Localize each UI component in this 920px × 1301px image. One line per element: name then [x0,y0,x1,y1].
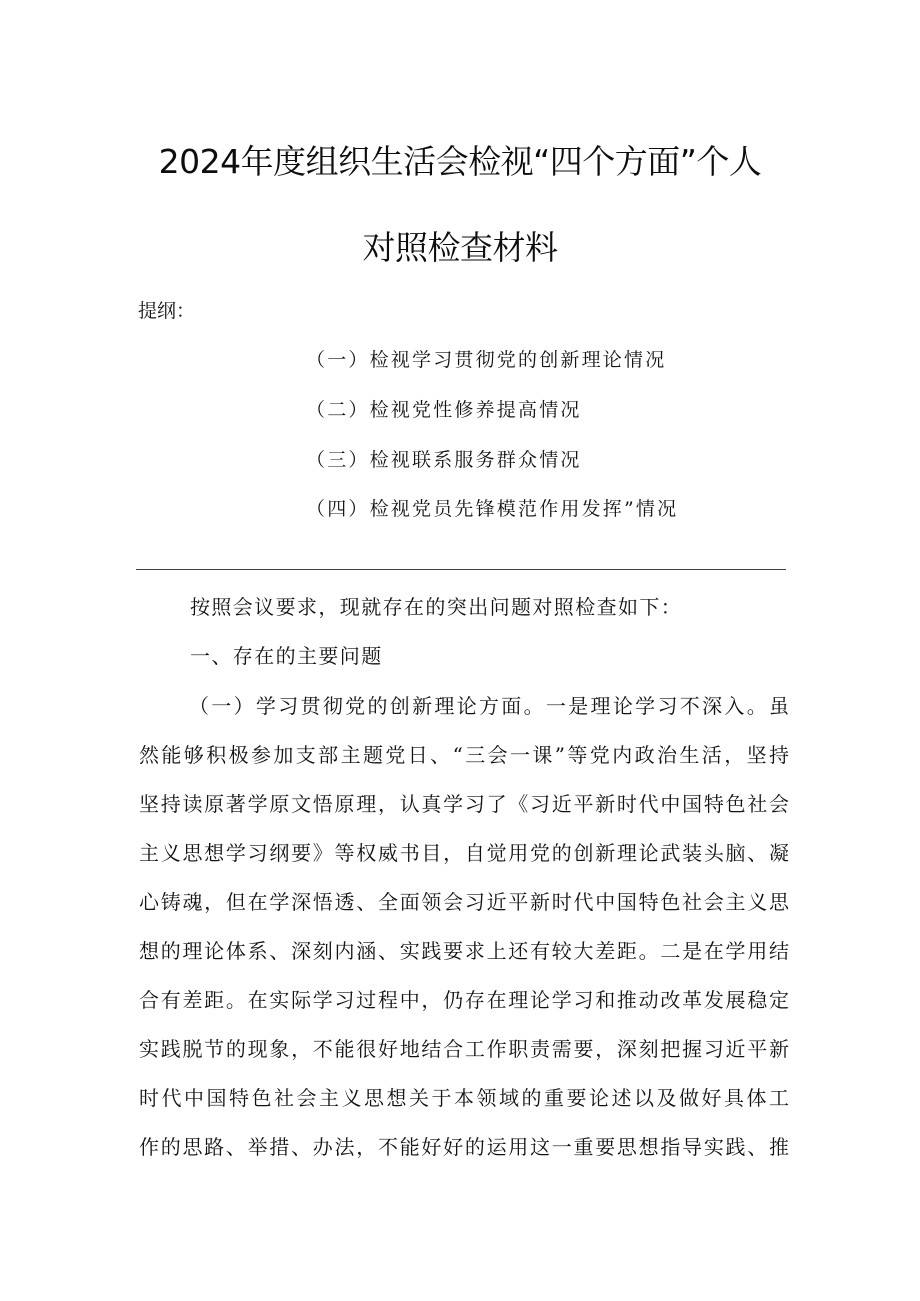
outline-item: （四）检视党员先锋模范作用发挥”情况 [306,498,679,520]
paragraph-line: 然能够积极参加支部主题党日、“三会一课”等党内政治生活，坚持 [139,743,789,767]
section-divider [136,569,786,570]
paragraph-line: 主义思想学习纲要》等权威书目，自觉用党的创新理论武装头脑、凝 [139,841,789,865]
paragraph-line: 作的思路、举措、办法，不能好好的运用这一重要思想指导实践、推 [139,1135,789,1159]
paragraph-line: （一）学习贯彻党的创新理论方面。一是理论学习不深入。虽 [189,694,789,718]
document-title-line-2: 对照检查材料 [362,228,558,267]
paragraph-line: 心铸魂，但在学深悟透、全面领会习近平新时代中国特色社会主义思 [139,890,789,914]
paragraph-line: 坚持读原著学原文悟原理，认真学习了《习近平新时代中国特色社会 [139,792,789,816]
paragraph-line: 时代中国特色社会主义思想关于本领域的重要论述以及做好具体工 [139,1086,789,1110]
body-paragraph [139,688,789,1178]
section-heading: 一、存在的主要问题 [190,644,383,668]
document-title-line-1: 2024年度组织生活会检视“四个方面”个人 [158,142,762,181]
outline-item: （一）检视学习贯彻党的创新理论情况 [306,349,667,371]
outline-item: （二）检视党性修养提高情况 [306,399,582,421]
paragraph-line: 想的理论体系、深刻内涵、实践要求上还有较大差距。二是在学用结 [139,939,789,963]
outline-item: （三）检视联系服务群众情况 [306,449,582,471]
outline-label: 提纲： [138,300,196,322]
intro-paragraph: 按照会议要求，现就存在的突出问题对照检查如下： [190,595,683,619]
paragraph-line: 实践脱节的现象，不能很好地结合工作职责需要，深刻把握习近平新 [139,1037,789,1061]
paragraph-line: 合有差距。在实际学习过程中，仍存在理论学习和推动改革发展稳定 [139,988,789,1012]
